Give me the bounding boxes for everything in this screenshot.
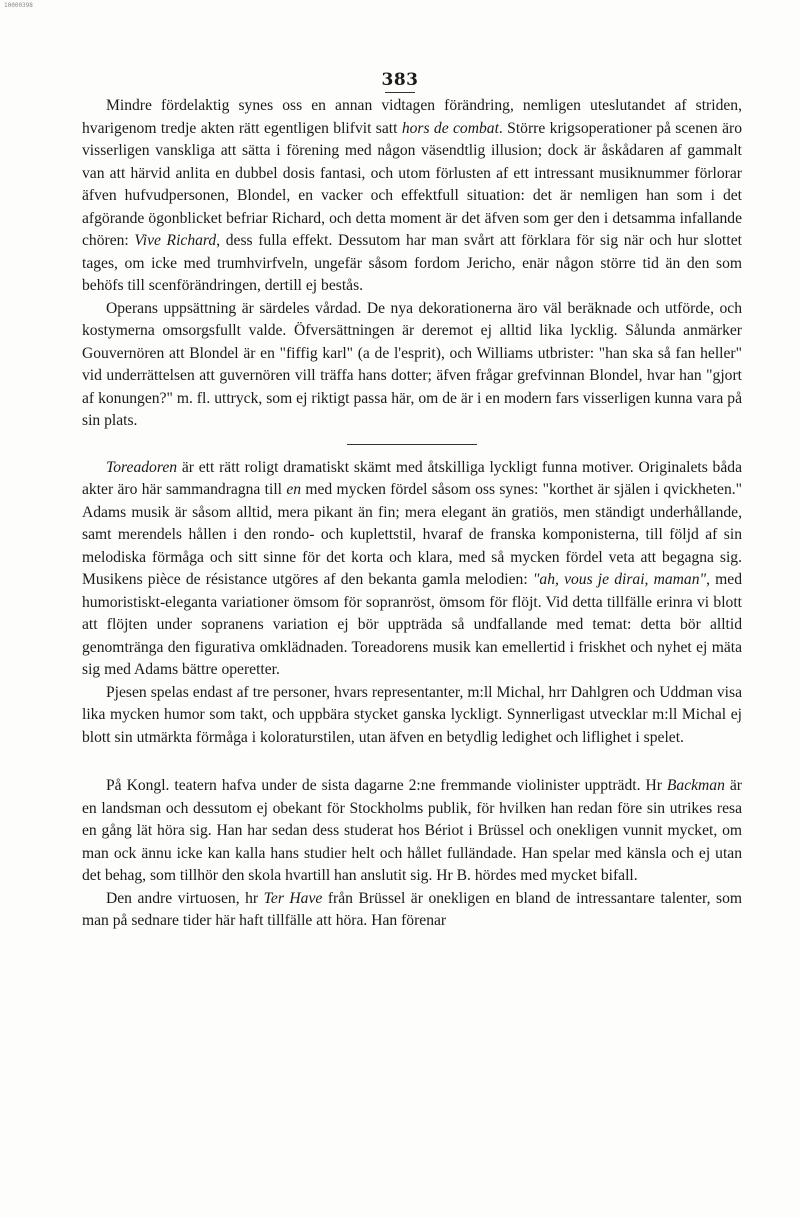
name-ter-have: Ter Have — [263, 889, 323, 907]
article-text — [82, 95, 742, 933]
paragraph-cast: Pjesen spelas endast af tre personer, hvars representanter, m:ll Michal, hrr Dahlgren och Uddman visa lika mycken humor som takt, och uppbära stycket ganska lyckligt. Synnerligast utvecklar m:ll Michal ej blott sin utmärkta förmåga i koloraturstilen, utan äfven en betydlig ledighet och liflighet i spelet. — [82, 683, 742, 746]
paragraph-ter-have: Den andre virtuosen, hr Ter Have från Brüssel är onekligen en bland de intressantare talenter, som man på sednare tider här haft tillfälle att höra. Han förenar — [82, 889, 743, 929]
name-backman: Backman — [666, 777, 725, 794]
section-divider — [347, 444, 477, 445]
section-gap — [82, 749, 742, 775]
emphasis-vive-richard: Vive Richard — [134, 232, 217, 249]
page-number: 383 — [0, 70, 800, 93]
melody-title: "ah, vous je dirai, maman" — [532, 571, 707, 588]
emphasis-en: en — [286, 481, 302, 498]
paragraph-staging-changes: Mindre fördelaktig synes oss en annan vidtagen förändring, nemligen uteslutandet af striden, hvarigenom tredje akten rätt egentligen blifvit satt hors de combat. Större krigsoperationer på scenen äro visserligen vanskliga att sätta i förening med någon väsendtlig illusion; dock är åskådaren af gammalt van att härvid anlita en dubbel dosis fantasi, och utom förlusten af ett intressant musiknummer förlorar äfven hufvudpersonen, Blondel, en vacker och effektfull situation: det är nemligen han som i det afgörande ögonblicket befriar Richard, och detta moment är det äfven som ger den i detsamma infallande chören: Vive Richard, dess fulla effekt. Dessutom har man svårt att förklara för sig när och hur slottet tages, om icke med trumhvirfveln, ungefär såsom fordom Jericho, enär någon större tid än den som behöfs till scenförändringen, dertill ej bestås. — [82, 97, 742, 294]
paragraph-toreadoren: Toreadoren är ett rätt roligt dramatiskt skämt med åtskilliga lyckligt funna motiver. Originalets båda akter äro här sammandragna till en med mycken fördel såsom oss synes: "korthet är själen i qvickheten." Adams musik är såsom alltid, mera pikant än fin; mera elegant än gratiös, men ständigt underhållande, samt merendels hållen i den rondo- och kuplettstil, hvaraf de franska komponisterna, till följd af sin melodiska förmåga och sitt sinne för det korta och klara, med så mycken fördel veta att begagna sig. Musikens pièce de résistance utgöres af den bekanta gamla melodien: "ah, vous je dirai, maman", med humoristiskt-eleganta variationer ömsom för sopranröst, ömsom för flöjt. Vid detta tillfälle erinra vi blott att flöjten under sopranens variation ej bör uppträda så undfallande med temat: detta bör alltid genomtränga den figurativa omklädnaden. Toreadorens musik kan emellertid i friskhet och nyhet ej mäta sig med Adams bättre operetter. — [82, 458, 743, 678]
paragraph-violinists: På Kongl. teatern hafva under de sista dagarne 2:ne fremmande violinister uppträdt. Hr Backman är en landsman och dessutom ej obekant för Stockholms publik, för hvilken han redan före sin utrikes resa en gång lät höra sig. Han har sedan dess studerat hos Bériot i Brüssel och onekligen vunnit mycket, om man ock ännu icke kan kalla hans studier helt och hållet fulländade. Han spelar med känsla och ej utan det behag, som tillhör den skola hvartill han anslutit sig. Hr B. hördes med mycket bifall. — [82, 777, 742, 884]
catalog-number: 10000398 — [4, 2, 33, 9]
title-toreadoren: Toreadoren — [106, 458, 178, 476]
emphasis-hors-de-combat: hors de combat — [401, 119, 499, 137]
paragraph-production: Operans uppsättning är särdeles vårdad. De nya dekorationerna äro väl beräknade och utförde, och kostymerna omsorgsfullt valde. Öfversättningen är deremot ej alltid lika lycklig. Sålunda anmärker Gouvernören att Blondel är en "fiffig karl" (a de l'esprit), och Williams utbrister: "han ska så fan heller" vid underrättelsen att guvernören vill träffa hans dotter; äfven frågar grefvinnan Blondel, hvar han "gjort af konungen?" m. fl. uttryck, som ej riktigt passa här, om de är i en modern fars visserligen kunna vara på sin plats. — [82, 299, 742, 429]
